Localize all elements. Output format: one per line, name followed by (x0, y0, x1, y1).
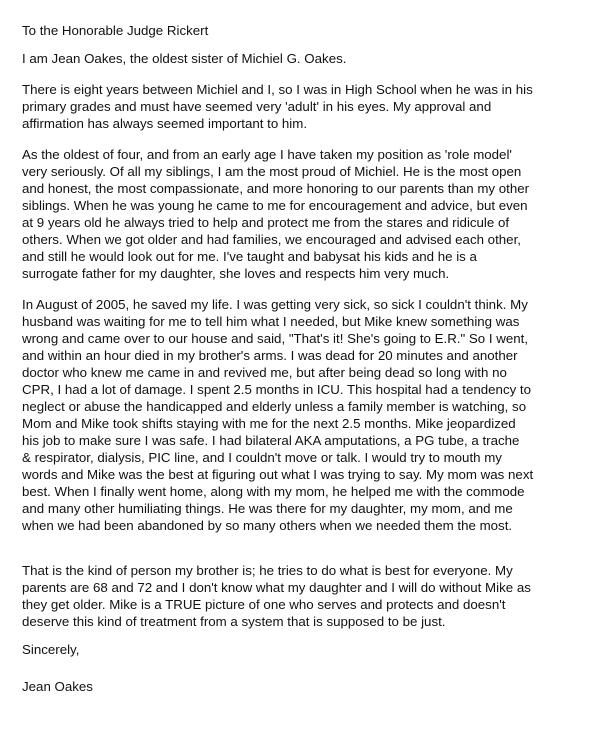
paragraph-line: best. When I finally went home, along with my mom, he helped me with the commode (22, 484, 525, 499)
paragraph-line: In August of 2005, he saved my life. I was getting very sick, so sick I couldn't think. My (22, 297, 528, 312)
paragraph-line: at 9 years old he always tried to help and protect me from the stares and ridicule of (22, 215, 510, 230)
paragraph-1 (22, 81, 600, 132)
paragraph-line: and honest, the most compassionate, and more honoring to our parents than my other (22, 181, 530, 196)
paragraph-line: surrogate father for my daughter, she loves and respects him very much. (22, 266, 450, 281)
paragraph-line: That is the kind of person my brother is; he tries to do what is best for everyone. My (22, 563, 513, 578)
paragraph-line: and still he would look out for me. I've taught and babysat his kids and he is a (22, 249, 477, 264)
paragraph-line: siblings. When he was young he came to me for encouragement and advice, but even (22, 198, 528, 213)
paragraph-line: CPR, I had a lot of damage. I spent 2.5 months in ICU. This hospital had a tendency to (22, 382, 532, 397)
paragraph-line: deserve this kind of treatment from a system that is supposed to be just. (22, 614, 446, 629)
paragraph-line: parents are 68 and 72 and I don't know what my daughter and I will do without Mike as (22, 580, 531, 595)
paragraph-line: husband was waiting for me to tell him what I needed, but Mike knew something was (22, 314, 520, 329)
closing: Sincerely, (22, 642, 80, 657)
signature-name: Jean Oakes (22, 679, 93, 694)
paragraph-line: Mom and Mike took shifts staying with me for the next 2.5 months. Mike jeopardized (22, 416, 516, 431)
paragraph-line: As the oldest of four, and from an early age I have taken my position as 'role model' (22, 147, 512, 162)
letter-body (22, 22, 600, 695)
paragraph-line: There is eight years between Michiel and I, so I was in High School when he was in his (22, 82, 533, 97)
paragraph-line: affirmation has always seemed important to him. (22, 116, 308, 131)
paragraph-2 (22, 146, 600, 282)
paragraph-line: doctor who knew me came in and revived me, but after being dead so long with no (22, 365, 507, 380)
paragraph-line: they get older. Mike is a TRUE picture of one who serves and protects and doesn't (22, 597, 506, 612)
paragraph-line: and within an hour died in my brother's arms. I was dead for 20 minutes and another (22, 348, 518, 363)
paragraph-3 (22, 296, 600, 534)
paragraph-line: primary grades and must have seemed very 'adult' in his eyes. My approval and (22, 99, 492, 114)
paragraph-line: very seriously. Of all my siblings, I am the most proud of Michiel. He is the most open (22, 164, 522, 179)
intro-line: I am Jean Oakes, the oldest sister of Michiel G. Oakes. (22, 51, 347, 66)
paragraph-line: wrong and came over to our house and said, "That's it! She's going to E.R." So I went, (22, 331, 529, 346)
salutation: To the Honorable Judge Rickert (22, 23, 209, 38)
paragraph-line: neglect or abuse the handicapped and elderly unless a family member is watching, so (22, 399, 527, 414)
paragraph-4 (22, 562, 600, 630)
paragraph-line: words and Mike was the best at figuring out what I was trying to say. My mom was next (22, 467, 534, 482)
paragraph-line: his job to make sure I was safe. I had bilateral AKA amputations, a PG tube, a trache (22, 433, 520, 448)
paragraph-line: others. When we got older and had families, we encouraged and advised each other, (22, 232, 521, 247)
paragraph-line: when we had been abandoned by so many others when we needed them the most. (22, 518, 513, 533)
paragraph-line: and many other humiliating things. He was there for my daughter, my mom, and me (22, 501, 513, 516)
paragraph-line: & respirator, dialysis, PIC line, and I couldn't move or talk. I would try to mouth my (22, 450, 502, 465)
